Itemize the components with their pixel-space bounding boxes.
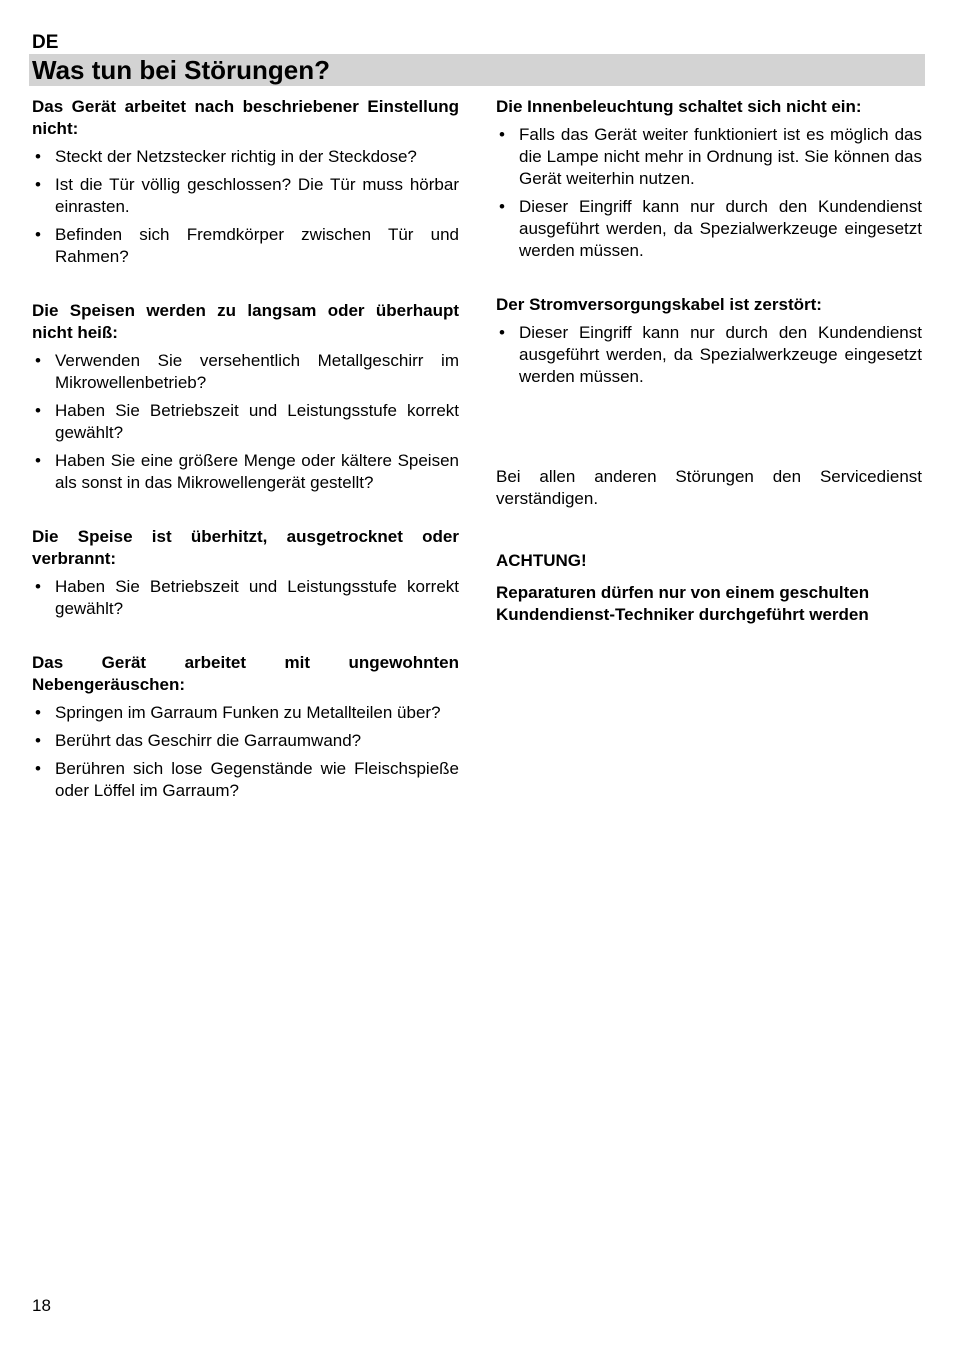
list-item [32,702,459,724]
list-item [496,124,922,190]
bullet-list [32,350,459,494]
bullet-icon: • [35,451,41,470]
bullet-list [496,124,922,262]
page-title: Was tun bei Störungen? [32,55,331,85]
left-column [32,96,459,808]
section-heading: Das Gerät arbeitet mit ungewohnten Nebengeräuschen: [32,653,459,694]
bullet-icon: • [499,323,505,342]
list-item-text: Haben Sie Betriebszeit und Leistungsstufe korrekt gewählt? [55,401,459,442]
list-item-text: Falls das Gerät weiter funktioniert ist es möglich das die Lampe nicht mehr in Ordnung ist. Sie können das Gerät weiterhin nutzen. [519,125,922,188]
list-item-text: Berühren sich lose Gegenstände wie Fleischspieße oder Löffel im Garraum? [55,759,459,800]
bullet-icon: • [35,175,41,194]
list-item [32,730,459,752]
section-not-working [32,96,459,268]
bullet-icon: • [499,197,505,216]
list-item [32,146,459,168]
title-bar [29,54,925,86]
bullet-icon: • [35,759,41,778]
section-overheated [32,526,459,620]
right-column [496,96,922,632]
list-item-text: Ist die Tür völlig geschlossen? Die Tür muss hörbar einrasten. [55,175,459,216]
list-item [496,196,922,262]
bullet-icon: • [35,731,41,750]
list-item-text: Steckt der Netzstecker richtig in der Steckdose? [55,147,417,166]
language-code: DE [32,32,59,53]
list-item [496,322,922,388]
bullet-icon: • [35,703,41,722]
bullet-icon: • [35,147,41,166]
list-item-text: Haben Sie eine größere Menge oder kältere Speisen als sonst in das Mikrowellengerät gestellt? [55,451,459,492]
section-heading: Das Gerät arbeitet nach beschriebener Einstellung nicht: [32,97,459,138]
bullet-list [32,702,459,802]
service-note: Bei allen anderen Störungen den Servicedienst verständigen. [496,467,922,508]
section-noises [32,652,459,802]
list-item [32,224,459,268]
warning-title: ACHTUNG! [496,551,587,570]
list-item [32,400,459,444]
list-item-text: Dieser Eingriff kann nur durch den Kundendienst ausgeführt werden, da Spezialwerkzeuge eingesetzt werden müssen. [519,197,922,260]
list-item-text: Berührt das Geschirr die Garraumwand? [55,731,362,750]
bullet-list [32,146,459,268]
list-item-text: Haben Sie Betriebszeit und Leistungsstufe korrekt gewählt? [55,577,459,618]
list-item-text: Dieser Eingriff kann nur durch den Kundendienst ausgeführt werden, da Spezialwerkzeuge eingesetzt werden müssen. [519,323,922,386]
list-item [32,758,459,802]
list-item [32,350,459,394]
section-heading: Die Speise ist überhitzt, ausgetrocknet oder verbrannt: [32,527,459,568]
list-item [32,576,459,620]
bullet-icon: • [35,401,41,420]
list-item-text: Befinden sich Fremdkörper zwischen Tür und Rahmen? [55,225,459,266]
list-item-text: Verwenden Sie versehentlich Metallgeschirr im Mikrowellenbetrieb? [55,351,459,392]
section-heading: Die Innenbeleuchtung schaltet sich nicht ein: [496,97,862,116]
section-power-cable [496,294,922,388]
section-heading: Die Speisen werden zu langsam oder überhaupt nicht heiß: [32,301,459,342]
section-not-hot [32,300,459,494]
bullet-list [32,576,459,620]
page-number: 18 [32,1296,51,1315]
bullet-icon: • [35,351,41,370]
section-interior-light [496,96,922,262]
bullet-icon: • [35,225,41,244]
warning-text: Reparaturen dürfen nur von einem geschulten Kundendienst-Techniker durchgeführt werden [496,583,870,624]
bullet-icon: • [499,125,505,144]
list-item [32,174,459,218]
list-item [32,450,459,494]
bullet-icon: • [35,577,41,596]
list-item-text: Springen im Garraum Funken zu Metallteilen über? [55,703,441,722]
section-heading: Der Stromversorgungskabel ist zerstört: [496,295,822,314]
bullet-list [496,322,922,388]
